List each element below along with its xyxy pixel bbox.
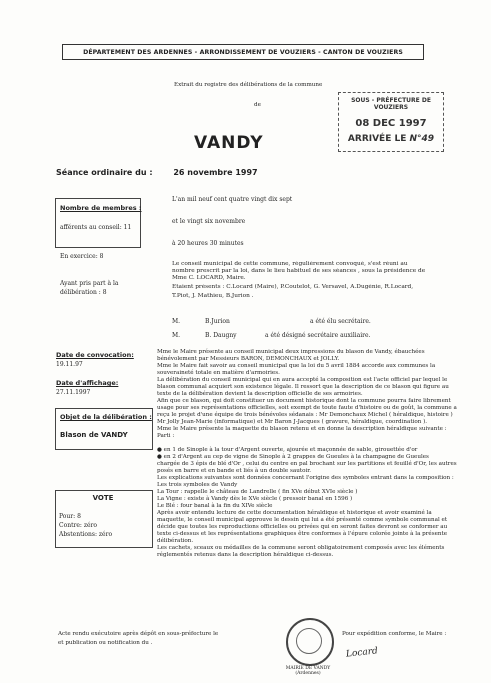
afferents: afférents au conseil: 11: [60, 224, 132, 231]
body-line: délibération.: [157, 538, 194, 544]
body-line: ● en 2 d'Argent au cep de vigne de Sinople à 2 grappes de Gueules à la champagne de Gueules: [157, 454, 429, 460]
seal-emblem: [296, 628, 322, 654]
body-line: Mme le Maire présente la maquette du blason retenu et en donne la description héraldique suivante :: [157, 426, 447, 432]
affichage-date: 27.11.1997: [56, 389, 91, 396]
body-line: La Tour : rappelle le château de Landrelle ( fin XVe début XVIe siècle ): [157, 489, 358, 495]
extract-line: Extrait du registre des délibérations de la commune: [174, 82, 323, 88]
convocation-label: Date de convocation:: [56, 351, 134, 359]
body-line: Mme le Maire présente au conseil municipal deux impressions du blason de Vandy, ébauchées: [157, 349, 425, 355]
footer-left-1: Acte rendu exécutoire après dépôt en sous-préfecture le: [58, 631, 219, 637]
prefecture-stamp: [338, 92, 444, 152]
conseil-line: T.Piot, J. Mathieu, B.Jurion .: [172, 293, 254, 299]
signature: Locard: [345, 646, 379, 660]
stamp-arrivee-text: ARRIVÉE LE: [347, 133, 407, 144]
secretaire-role: a été désigné secrétaire auxiliaire.: [265, 332, 371, 339]
footer-right: Pour expédition conforme, le Maire :: [342, 631, 447, 637]
body-line: Afin que ce blason, qui doit constituer un document historique dont la commune pourra faire librement: [157, 398, 451, 404]
body-line: posés en barre et en bande et liés à un double sautoir.: [157, 468, 312, 474]
secretaire-m: M.: [172, 332, 181, 339]
body-line: Mme le Maire fait savoir au conseil municipal que la loi du 5 avril 1884 accorde aux communes la: [157, 363, 436, 369]
intro-line3: à 20 heures 30 minutes: [172, 240, 244, 247]
body-line: Après avoir entendu lecture de cette documentation héraldique et historique et avoir examiné la: [157, 510, 432, 516]
body-line: La Vigne : existe à Vandy dès le XVe siècle ( pressoir banal en 1596 ): [157, 496, 353, 502]
header-banner: DÉPARTEMENT DES ARDENNES - ARRONDISSEMENT DE VOUZIERS - CANTON DE VOUZIERS: [62, 44, 424, 60]
intro-line1: L'an mil neuf cent quatre vingt dix sept: [172, 196, 293, 203]
footer-left-2: et publication ou notification du .: [58, 640, 153, 646]
body-line: Parti :: [157, 433, 175, 439]
commune-title: VANDY: [194, 133, 264, 153]
body-line: souveraineté totale en matière d'armoiries.: [157, 370, 280, 376]
body-line: Mr Jolly Jean-Marie (informatique) et Mr Baron J-Jacques ( gravure, héraldique, coordination ).: [157, 419, 428, 425]
objet-label: Objet de la délibération :: [60, 413, 152, 421]
ayant-pris-1: Ayant pris part à la: [60, 280, 119, 287]
membres-label: Nombre de membres :: [60, 204, 142, 212]
conseil-line: Le conseil municipal de cette commune, régulièrement convoqué, s'est réuni au: [172, 261, 408, 267]
stamp-date: 08 DEC 1997: [355, 117, 427, 129]
deliberation-body: [157, 349, 469, 559]
body-line: chargée de 3 épis de blé d'Or , celui du centre en pal brochant sur les partitions et feuillé d'Or, les autres: [157, 461, 457, 467]
stamp-handwritten: N°49: [409, 133, 435, 144]
stamp-arrivee: [339, 134, 443, 144]
body-line: Le Blé : four banal à la fin du XIVe siècle: [157, 503, 273, 509]
secretaire-name: B.Jurion: [205, 318, 230, 325]
conseil-line: nombre prescrit par la loi, dans le lieu habituel de ses séances , sous la présidence de: [172, 268, 426, 274]
seal-text: MAIRIE DE VANDY (Ardennes): [285, 666, 331, 676]
vote-contre: Contre: zéro: [59, 522, 98, 529]
body-line: usage pour ses représentations officielles, soit exempt de toute faute d'histoire ou de goût, la commune a: [157, 405, 457, 411]
secretaire-m: M.: [172, 318, 181, 325]
secretaire-role: a été élu secrétaire.: [310, 318, 371, 325]
body-line: blason communal acquiert son existence légale. Il ressort que la description de ce blason qui figure au: [157, 384, 449, 390]
seance-label: Séance ordinaire du :: [56, 168, 153, 177]
objet-value: Blason de VANDY: [60, 431, 128, 439]
affichage-label: Date d'affichage:: [56, 379, 119, 387]
extract-de: de: [254, 102, 261, 108]
body-line: décide que toutes les reproductions officielles ou privées qui en seront faites devront se conformer au: [157, 524, 448, 530]
exercice: En exercice: 8: [60, 253, 104, 260]
body-line: maquette, le conseil municipal approuve le dessin qui lui a été présenté comme symbole communal et: [157, 517, 448, 523]
body-line: Les cachets, sceaux ou médailles de la commune seront obligatoirement composés avec les éléments: [157, 545, 445, 551]
stamp-line1: SOUS - PRÉFECTURE DE VOUZIERS: [351, 97, 431, 112]
vote-abstentions: Abstentions: zéro: [59, 531, 113, 538]
conseil-line: Etaient présents : C.Locard (Maire), P.Coutelot, G. Versavel, A.Dugénie, R.Locard,: [172, 284, 414, 290]
vote-pour: Pour: 8: [59, 513, 81, 520]
secretaire-name: B. Daugny: [205, 332, 237, 339]
seance-line: [56, 168, 258, 177]
body-line: réglementés retenus dans la description héraldique ci-dessus.: [157, 552, 334, 558]
body-line: [157, 440, 469, 447]
convocation-date: 19.11.97: [56, 361, 83, 368]
body-line: ● en 1 de Sinople à la tour d'Argent ouverte, ajourée et maçonnée de sable, girouettée d'or: [157, 447, 418, 453]
body-line: Les explications suivantes sont données concernant l'origine des symboles entrant dans la composition :: [157, 475, 454, 481]
body-line: Les trois symboles de Vandy: [157, 482, 238, 488]
body-line: bénévolement par Messieurs BARON, DEMONCHAUX et JOLLY.: [157, 356, 340, 362]
ayant-pris-2: délibération : 8: [60, 289, 107, 296]
conseil-line: Mme C. LOCARD, Maire.: [172, 275, 246, 281]
body-line: reçu le projet d'une équipe de trois bénévoles sédanais : Mr Demonchaux Michel ( héraldique, histoire ): [157, 412, 453, 418]
intro-line2: et le vingt six novembre: [172, 218, 246, 225]
vote-label: VOTE: [92, 494, 114, 502]
body-line: texte ci-dessus et les représentations graphiques être conformes à l'épure colorée jointe à la présente: [157, 531, 448, 537]
body-line: La délibération du conseil municipal qui en aura accepté la composition est l'acte officiel par lequel le: [157, 377, 448, 383]
body-line: texte de la délibération devient la description officielle de ses armoiries.: [157, 391, 363, 397]
seance-date: 26 novembre 1997: [173, 168, 258, 177]
